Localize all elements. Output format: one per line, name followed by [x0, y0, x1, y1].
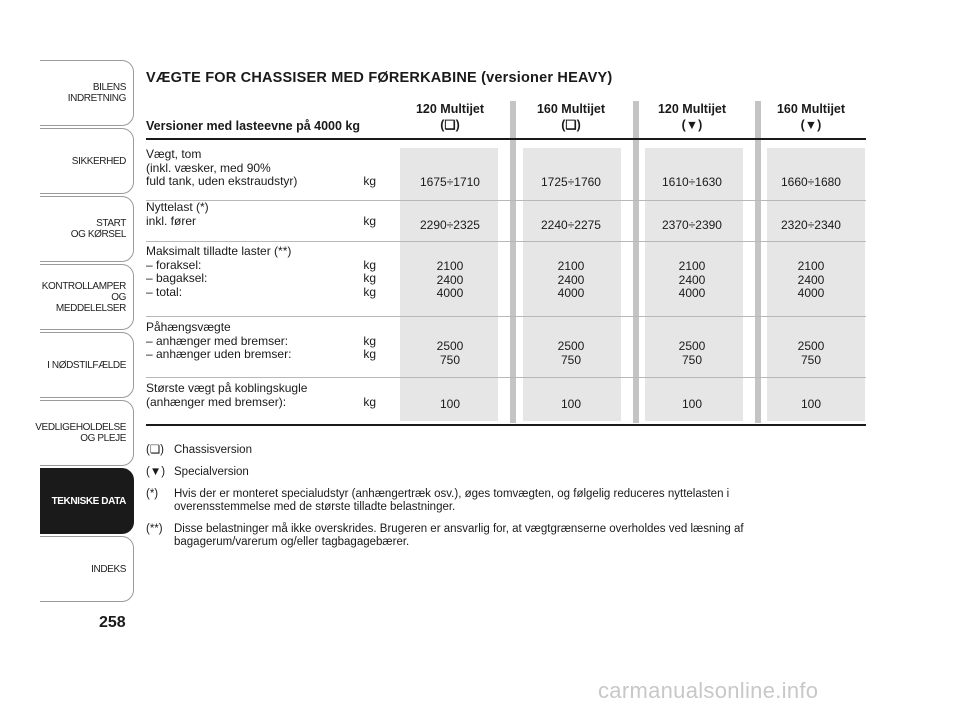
- table-cell: [756, 340, 866, 367]
- row-label-line: [146, 148, 376, 162]
- cell-value: 2500: [678, 339, 706, 353]
- cell-value: 750: [560, 352, 582, 367]
- column-header: [516, 101, 626, 133]
- table-cell: [395, 340, 505, 367]
- header-rule: [146, 138, 866, 140]
- footnote: [146, 488, 806, 514]
- chapter-tab-1[interactable]: SIKKERHED: [40, 128, 134, 194]
- cell-value: 2290÷2325: [420, 218, 480, 232]
- row-divider: [146, 316, 866, 317]
- table-cell: [637, 340, 747, 367]
- column-header-type: (❏): [561, 118, 581, 132]
- row-label-unit: kg: [363, 284, 376, 299]
- row-divider: [146, 377, 866, 378]
- cell-value: 2500: [797, 339, 825, 353]
- table-cell: [516, 176, 626, 190]
- footnote: [146, 466, 806, 479]
- chapter-tab-6[interactable]: TEKNISKE DATA: [40, 468, 134, 534]
- row-label-text: Største vægt på koblingskugle: [146, 381, 308, 395]
- cell-value: 4000: [436, 286, 464, 300]
- footnote-symbol: (❏): [146, 444, 164, 456]
- footnote-text: Disse belastninger må ikke overskrides. Brugeren er ansvarlig for, at vægtgrænserne overholdes ved læsning af bagagerum/varerum og/eller tagbagagebærer.: [174, 523, 744, 548]
- footnote-text: Specialversion: [174, 466, 249, 478]
- row-label: [146, 382, 376, 409]
- chapter-tab-5[interactable]: VEDLIGEHOLDELSE OG PLEJE: [40, 400, 134, 466]
- page-title: [146, 70, 612, 86]
- row-label-line: [146, 396, 376, 410]
- row-label-line: [146, 272, 376, 286]
- row-label-text: (anhænger med bremser):: [146, 394, 287, 409]
- footnotes: [146, 444, 806, 558]
- table-cell: [395, 260, 505, 301]
- cell-value: 2400: [436, 272, 464, 287]
- column-header-type: (❏): [440, 118, 460, 132]
- table-cell: [637, 176, 747, 190]
- row-label-text: (inkl. væsker, med 90%: [146, 160, 271, 175]
- column-header: [756, 101, 866, 133]
- watermark: carmanualsonline.info: [598, 678, 819, 703]
- table-cell: [395, 398, 505, 412]
- row-label-line: [146, 348, 376, 362]
- table-cell: [516, 260, 626, 301]
- row-label: [146, 321, 376, 362]
- cell-value: 2370÷2390: [662, 218, 722, 232]
- cell-value: 4000: [797, 286, 825, 300]
- row-divider: [146, 241, 866, 242]
- footnote-text: Chassisversion: [174, 444, 252, 456]
- table-cell: [637, 219, 747, 233]
- row-label-line: [146, 335, 376, 349]
- column-header-model: 120 Multijet: [657, 102, 727, 116]
- cell-value: 2100: [678, 259, 706, 273]
- table-cell: [756, 219, 866, 233]
- row-label-unit: kg: [363, 347, 376, 361]
- table-cell: [756, 398, 866, 412]
- cell-value: 2400: [557, 272, 585, 287]
- row-label-unit: kg: [363, 174, 376, 188]
- chapter-tab-4[interactable]: I NØDSTILFÆLDE: [40, 332, 134, 398]
- row-label-text: – anhænger uden bremser:: [146, 347, 292, 361]
- footnote-text: Hvis der er monteret specialudstyr (anhængertræk osv.), øges tomvægten, og følgelig reduceres nyttelasten i overensstemmelse med de største tilladte belastninger.: [174, 488, 730, 513]
- column-header-model: 160 Multijet: [776, 102, 846, 116]
- row-label-line: [146, 245, 376, 259]
- chapter-tab-2[interactable]: START OG KØRSEL: [40, 196, 134, 262]
- row-label-line: [146, 162, 376, 176]
- cell-value: 2240÷2275: [541, 218, 601, 232]
- column-header: [637, 101, 747, 133]
- cell-value: 1660÷1680: [781, 175, 841, 189]
- page-number: 258: [99, 614, 126, 631]
- chapter-tab-0[interactable]: BILENS INDRETNING: [40, 60, 134, 126]
- row-label-line: [146, 286, 376, 300]
- footnote: [146, 523, 806, 549]
- cell-value: 750: [439, 352, 461, 367]
- cell-value: 100: [560, 397, 582, 411]
- cell-value: 4000: [557, 286, 585, 300]
- row-label-line: [146, 382, 376, 396]
- cell-value: 2100: [557, 259, 585, 273]
- cell-value: 1610÷1630: [662, 175, 722, 189]
- row-label-text: – foraksel:: [146, 257, 202, 272]
- footnote-symbol: (*): [146, 488, 159, 500]
- chapter-tab-7[interactable]: INDEKS: [40, 536, 134, 602]
- cell-value: 100: [439, 397, 461, 411]
- cell-value: 2100: [797, 259, 825, 273]
- row-label-unit: kg: [363, 271, 376, 285]
- page-title-sub: (versioner HEAVY): [481, 70, 613, 86]
- row-label-text: Påhængsvægte: [146, 320, 231, 334]
- column-header-model: 120 Multijet: [415, 102, 485, 116]
- column-header-model: 160 Multijet: [536, 102, 606, 116]
- chapter-tab-3[interactable]: KONTROLLAMPER OG MEDDELELSER: [40, 264, 134, 330]
- table-cell: [637, 260, 747, 301]
- cell-value: 750: [800, 352, 822, 367]
- versions-label: Versioner med lasteevne på 4000 kg: [146, 119, 361, 133]
- row-label-text: – anhænger med bremser:: [146, 333, 289, 348]
- table-cell: [395, 176, 505, 190]
- row-label-unit: kg: [363, 257, 376, 272]
- column-header-type: (▼): [681, 118, 703, 132]
- row-label-text: fuld tank, uden ekstraudstyr): [146, 174, 298, 188]
- row-label: [146, 245, 376, 299]
- cell-value: 2100: [436, 259, 464, 273]
- row-label-unit: kg: [363, 394, 376, 409]
- footnote-symbol: (**): [146, 523, 163, 535]
- cell-value: 1675÷1710: [420, 175, 480, 189]
- table-cell: [756, 260, 866, 301]
- row-label-unit: kg: [363, 333, 376, 348]
- row-label-text: Nyttelast (*): [146, 200, 209, 214]
- cell-value: 2500: [557, 339, 585, 353]
- row-label: [146, 148, 376, 189]
- cell-value: 4000: [678, 286, 706, 300]
- cell-value: 2500: [436, 339, 464, 353]
- row-label-text: Vægt, tom: [146, 147, 202, 161]
- cell-value: 100: [800, 397, 822, 411]
- table-cell: [637, 398, 747, 412]
- row-label-line: [146, 175, 376, 189]
- page-title-main: VÆGTE FOR CHASSISER MED FØRERKABINE: [146, 70, 477, 86]
- row-label-text: Maksimalt tilladte laster (**): [146, 244, 292, 258]
- cell-value: 100: [681, 397, 703, 411]
- table-cell: [516, 398, 626, 412]
- row-label-text: inkl. fører: [146, 213, 197, 228]
- row-label: [146, 201, 376, 228]
- column-header: [395, 101, 505, 133]
- row-label-line: [146, 259, 376, 273]
- cell-value: 2320÷2340: [781, 218, 841, 232]
- table-cell: [516, 219, 626, 233]
- column-header-type: (▼): [800, 118, 822, 132]
- cell-value: 750: [681, 352, 703, 367]
- row-label-unit: kg: [363, 213, 376, 228]
- footnote-symbol: (▼): [146, 466, 166, 478]
- row-label-line: [146, 215, 376, 229]
- table-bottom-rule: [146, 424, 866, 426]
- row-label-line: [146, 321, 376, 335]
- cell-value: 2400: [797, 272, 825, 287]
- cell-value: 2400: [678, 272, 706, 287]
- table-cell: [756, 176, 866, 190]
- footnote: [146, 444, 806, 457]
- row-label-line: [146, 201, 376, 215]
- table-cell: [395, 219, 505, 233]
- cell-value: 1725÷1760: [541, 175, 601, 189]
- table-cell: [516, 340, 626, 367]
- row-label-text: – total:: [146, 284, 183, 299]
- row-label-text: – bagaksel:: [146, 271, 208, 285]
